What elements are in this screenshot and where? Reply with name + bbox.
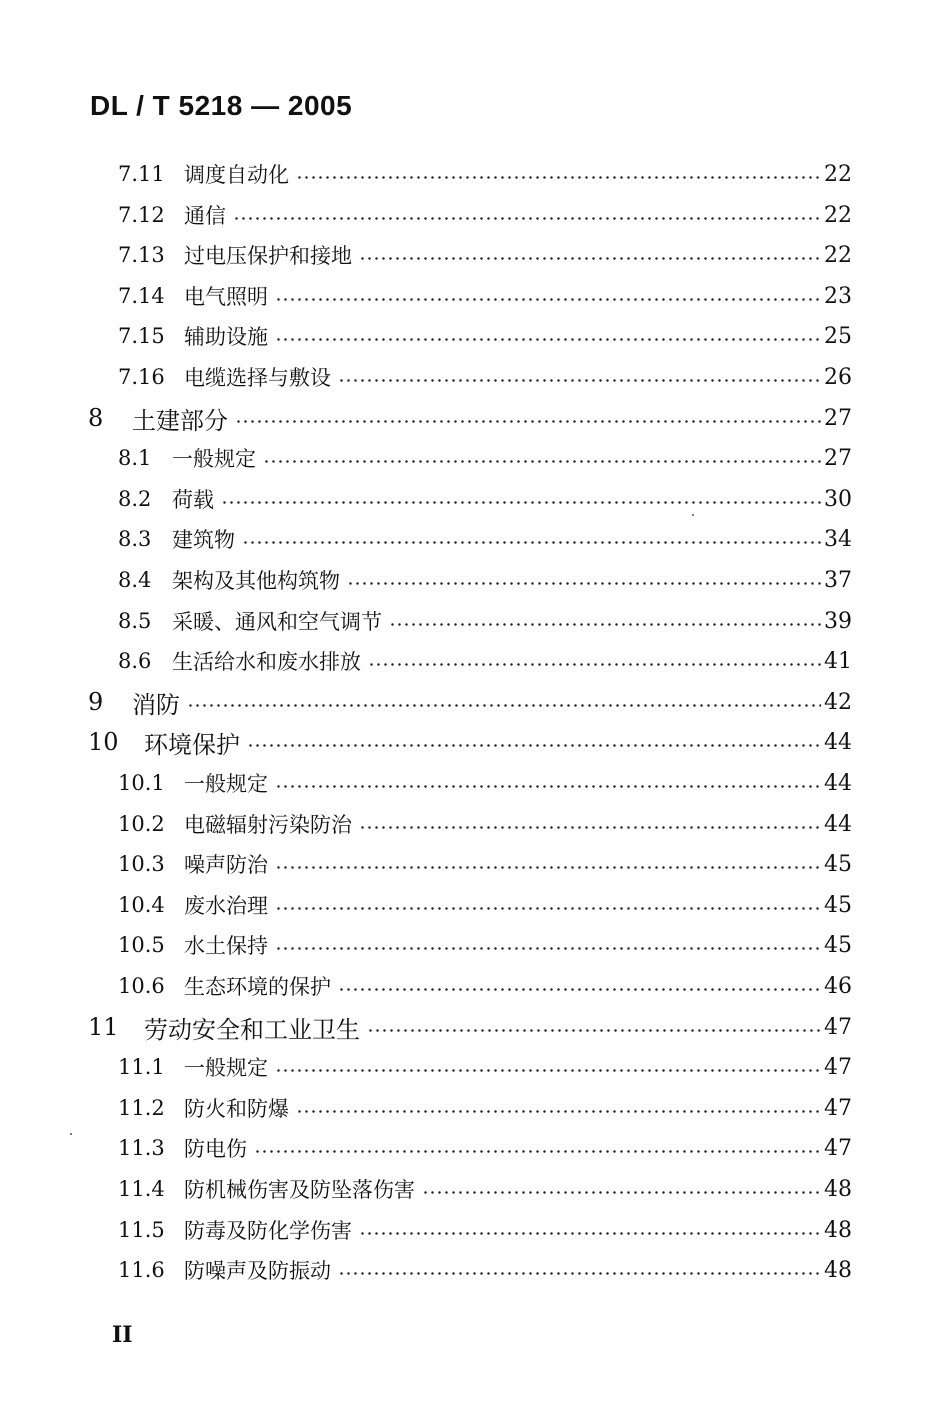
toc-section-entry[interactable] (118, 438, 852, 478)
toc-entry-title: 防毒及防化学伤害 (184, 1219, 352, 1243)
toc-section-entry[interactable] (118, 804, 852, 844)
scan-speck (70, 1133, 72, 1135)
toc-entry-number: 11.4 (118, 1177, 165, 1201)
toc-entry-title: 废水治理 (184, 894, 268, 918)
toc-section-entry[interactable] (118, 1210, 852, 1250)
scan-speck (692, 514, 694, 516)
toc-entry-page: 46 (824, 973, 852, 999)
toc-dot-leader (254, 1150, 821, 1153)
toc-section-entry[interactable] (118, 1250, 852, 1290)
toc-entry-page: 47 (824, 1054, 852, 1080)
toc-entry-page: 42 (824, 689, 852, 715)
toc-section-entry[interactable] (118, 966, 852, 1006)
toc-entry-number: 10.1 (118, 771, 165, 795)
toc-entry-number: 7.13 (118, 243, 165, 267)
document-code-header: DL / T 5218 — 2005 (90, 90, 353, 121)
toc-dot-leader (338, 379, 821, 382)
toc-section-entry[interactable] (118, 195, 852, 235)
toc-entry-page: 27 (824, 445, 852, 471)
toc-entry-number: 11.2 (118, 1096, 165, 1120)
toc-entry-number: 11.1 (118, 1055, 165, 1079)
toc-entry-number: 11.3 (118, 1136, 165, 1160)
toc-entry-page: 44 (824, 729, 852, 755)
toc-entry-title: 防噪声及防振动 (184, 1259, 331, 1283)
toc-entry-number: 10 (88, 728, 119, 756)
toc-section-entry[interactable] (118, 519, 852, 559)
toc-entry-page: 47 (824, 1135, 852, 1161)
toc-entry-page: 26 (824, 364, 852, 390)
toc-entry-number: 8.6 (118, 649, 152, 673)
toc-entry-title: 一般规定 (172, 447, 256, 471)
toc-entry-page: 47 (824, 1095, 852, 1121)
toc-chapter-entry[interactable] (88, 398, 852, 438)
toc-entry-title: 生活给水和废水排放 (172, 650, 361, 674)
toc-entry-title: 电磁辐射污染防治 (184, 813, 352, 837)
toc-dot-leader (347, 582, 821, 585)
toc-section-entry[interactable] (118, 925, 852, 965)
toc-entry-page: 30 (824, 486, 852, 512)
toc-entry-number: 8 (88, 404, 104, 432)
toc-dot-leader (359, 1232, 821, 1235)
toc-section-entry[interactable] (118, 154, 852, 194)
toc-entry-number: 7.11 (118, 162, 165, 186)
toc-entry-number: 10.2 (118, 812, 165, 836)
toc-entry-title: 防机械伤害及防坠落伤害 (184, 1178, 415, 1202)
toc-entry-page: 22 (824, 161, 852, 187)
toc-entry-title: 建筑物 (172, 528, 235, 552)
toc-entry-title: 防电伤 (184, 1137, 247, 1161)
toc-entry-title: 架构及其他构筑物 (172, 569, 340, 593)
toc-entry-title: 水土保持 (184, 934, 268, 958)
toc-entry-title: 生态环境的保护 (184, 975, 331, 999)
toc-dot-leader (296, 176, 821, 179)
toc-chapter-entry[interactable] (88, 722, 852, 762)
toc-dot-leader (263, 460, 821, 463)
toc-entry-title: 消防 (132, 690, 180, 719)
toc-dot-leader (359, 257, 821, 260)
toc-entry-number: 8.1 (118, 446, 152, 470)
toc-entry-number: 7.16 (118, 365, 165, 389)
toc-entry-page: 22 (824, 202, 852, 228)
toc-dot-leader (275, 785, 821, 788)
toc-entry-number: 10.5 (118, 933, 165, 957)
toc-entry-number: 11 (88, 1013, 119, 1041)
toc-dot-leader (368, 663, 821, 666)
toc-section-entry[interactable] (118, 641, 852, 681)
toc-entry-number: 8.3 (118, 527, 152, 551)
toc-entry-number: 10.3 (118, 852, 165, 876)
toc-entry-page: 34 (824, 526, 852, 552)
toc-entry-page: 27 (824, 405, 852, 431)
toc-section-entry[interactable] (118, 885, 852, 925)
toc-entry-page: 44 (824, 770, 852, 796)
toc-section-entry[interactable] (118, 763, 852, 803)
toc-section-entry[interactable] (118, 479, 852, 519)
toc-entry-title: 电缆选择与敷设 (184, 366, 331, 390)
toc-entry-number: 8.4 (118, 568, 152, 592)
toc-entry-title: 采暖、通风和空气调节 (172, 610, 382, 634)
toc-entry-title: 防火和防爆 (184, 1097, 289, 1121)
toc-entry-number: 7.12 (118, 203, 165, 227)
toc-entry-page: 45 (824, 932, 852, 958)
toc-entry-title: 噪声防治 (184, 853, 268, 877)
toc-entry-page: 41 (824, 648, 852, 674)
toc-entry-page: 48 (824, 1257, 852, 1283)
toc-entry-title: 荷载 (172, 488, 214, 512)
toc-entry-page: 23 (824, 283, 852, 309)
toc-entry-number: 7.15 (118, 324, 165, 348)
toc-dot-leader (233, 217, 821, 220)
toc-dot-leader (221, 501, 821, 504)
toc-entry-title: 过电压保护和接地 (184, 244, 352, 268)
toc-dot-leader (275, 947, 821, 950)
toc-entry-title: 调度自动化 (184, 163, 289, 187)
toc-dot-leader (338, 1272, 821, 1275)
toc-section-entry[interactable] (118, 235, 852, 275)
toc-entry-page: 48 (824, 1176, 852, 1202)
toc-dot-leader (422, 1191, 821, 1194)
toc-entry-title: 电气照明 (184, 285, 268, 309)
toc-entry-page: 25 (824, 323, 852, 349)
toc-entry-number: 11.5 (118, 1218, 165, 1242)
toc-entry-title: 劳动安全和工业卫生 (144, 1015, 360, 1044)
toc-dot-leader (275, 338, 821, 341)
toc-entry-number: 7.14 (118, 284, 165, 308)
toc-section-entry[interactable] (118, 1128, 852, 1168)
toc-section-entry[interactable] (118, 1169, 852, 1209)
toc-entry-number: 10.4 (118, 893, 165, 917)
page-number: II (112, 1322, 133, 1348)
toc-entry-number: 11.6 (118, 1258, 165, 1282)
toc-entry-number: 10.6 (118, 974, 165, 998)
toc-entry-number: 8.2 (118, 487, 152, 511)
toc-entry-title: 环境保护 (144, 730, 240, 759)
toc-entry-number: 9 (88, 688, 104, 716)
toc-entry-page: 39 (824, 608, 852, 634)
toc-entry-page: 45 (824, 851, 852, 877)
toc-entry-page: 44 (824, 811, 852, 837)
toc-section-entry[interactable] (118, 1088, 852, 1128)
toc-dot-leader (247, 744, 821, 747)
toc-entry-page: 22 (824, 242, 852, 268)
toc-entry-page: 48 (824, 1217, 852, 1243)
toc-dot-leader (296, 1110, 821, 1113)
toc-dot-leader (389, 623, 821, 626)
toc-section-entry[interactable] (118, 844, 852, 884)
toc-entry-title: 辅助设施 (184, 325, 268, 349)
toc-section-entry[interactable] (118, 316, 852, 356)
toc-entry-page: 45 (824, 892, 852, 918)
toc-entry-title: 一般规定 (184, 1056, 268, 1080)
toc-dot-leader (275, 907, 821, 910)
toc-dot-leader (338, 988, 821, 991)
toc-entry-title: 通信 (184, 204, 226, 228)
toc-entry-number: 8.5 (118, 609, 152, 633)
toc-section-entry[interactable] (118, 276, 852, 316)
toc-dot-leader (367, 1029, 821, 1032)
toc-section-entry[interactable] (118, 1047, 852, 1087)
toc-entry-title: 一般规定 (184, 772, 268, 796)
toc-dot-leader (235, 420, 821, 423)
toc-entry-title: 土建部分 (132, 406, 228, 435)
toc-dot-leader (275, 1069, 821, 1072)
toc-dot-leader (242, 541, 821, 544)
toc-dot-leader (275, 298, 821, 301)
toc-dot-leader (187, 704, 821, 707)
toc-section-entry[interactable] (118, 560, 852, 600)
toc-chapter-entry[interactable] (88, 682, 852, 722)
toc-section-entry[interactable] (118, 357, 852, 397)
toc-dot-leader (275, 866, 821, 869)
toc-chapter-entry[interactable] (88, 1007, 852, 1047)
toc-section-entry[interactable] (118, 601, 852, 641)
toc-entry-page: 37 (824, 567, 852, 593)
toc-entry-page: 47 (824, 1014, 852, 1040)
toc-dot-leader (359, 826, 821, 829)
